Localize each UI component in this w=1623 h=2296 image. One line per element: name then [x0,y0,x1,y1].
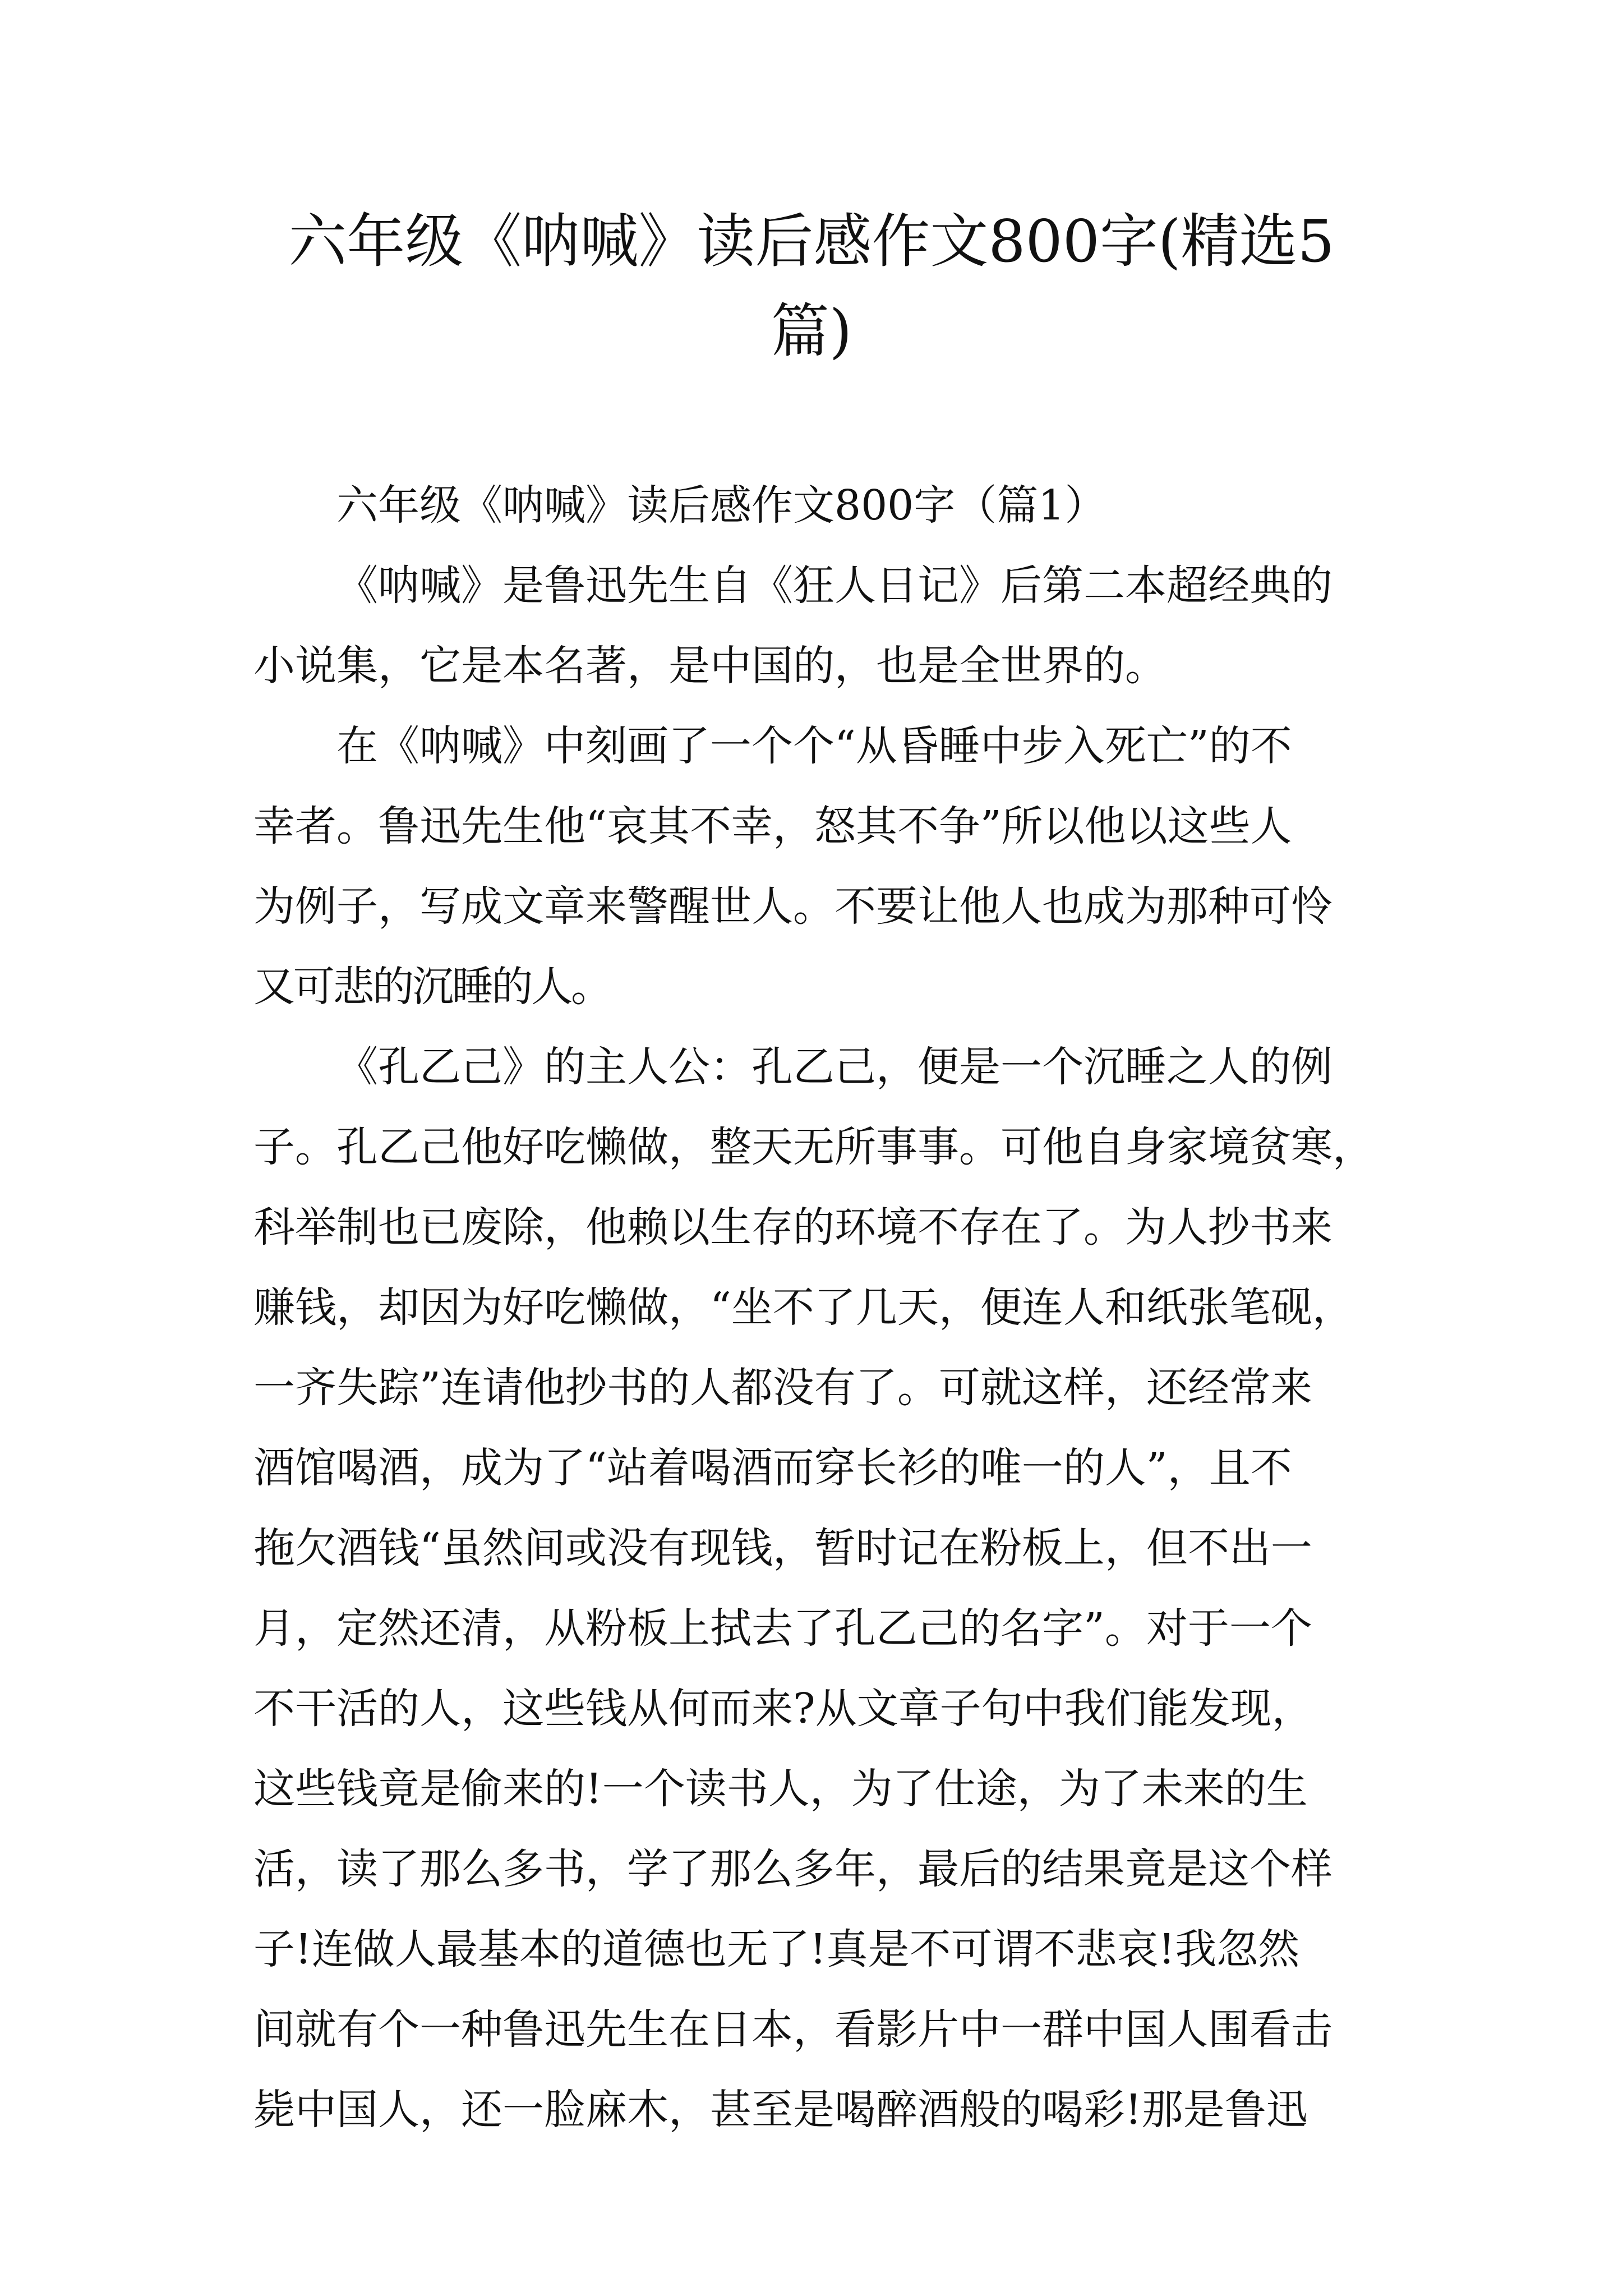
body-line: 《孔乙己》的主人公：孔乙己，便是一个沉睡之人的例 [336,1043,1332,1091]
body-line: 月，定然还清，从粉板上拭去了孔乙己的名字”。对于一个 [253,1604,1312,1653]
body-line: 毙中国人，还一脸麻木，甚至是喝醉酒般的喝彩!那是鲁迅 [253,2086,1308,2134]
body-line: 为例子，写成文章来警醒世人。不要让他人也成为那种可怜 [253,882,1332,931]
body-line: 拖欠酒钱“虽然间或没有现钱，暂时记在粉板上，但不出一 [253,1524,1312,1572]
body-line: 科举制也已废除，他赖以生存的环境不存在了。为人抄书来 [253,1203,1332,1251]
document-title [168,196,1455,376]
body-line: 酒馆喝酒，成为了“站着喝酒而穿长衫的唯一的人”，且不 [253,1444,1292,1492]
body-line: 《呐喊》是鲁迅先生自《狂人日记》后第二本超经典的 [336,562,1332,610]
body-line: 在《呐喊》中刻画了一个个“从昏睡中步入死亡”的不 [336,722,1292,770]
body-line: 幸者。鲁迅先生他“哀其不幸，怒其不争”所以他以这些人 [253,802,1292,850]
body-line: 活，读了那么多书，学了那么多年，最后的结果竟是这个样 [253,1845,1332,1893]
body-line: 又可悲的沉睡的人。 [253,963,611,1011]
body-line: 小说集，它是本名著，是中国的，也是全世界的。 [253,642,1166,690]
title-line-2: 篇) [771,297,852,365]
body-line: 不干活的人，这些钱从何而来?从文章子句中我们能发现， [253,1685,1313,1733]
title-line-1: 六年级《呐喊》读后感作文800字(精选5 [288,207,1335,275]
body-line: 间就有个一种鲁迅先生在日本，看影片中一群中国人围看击 [253,2005,1332,2054]
body-line: 子!连做人最基本的道德也无了!真是不可谓不悲哀!我忽然 [253,1925,1300,1973]
body-line: 赚钱，却因为好吃懒做，“坐不了几天，便连人和纸张笔砚， [253,1283,1354,1332]
body-line: 子。孔乙己他好吃懒做，整天无所事事。可他自身家境贫寒， [253,1123,1374,1171]
body-line: 一齐失踪”连请他抄书的人都没有了。可就这样，还经常来 [253,1364,1312,1412]
body-line: 这些钱竟是偷来的!一个读书人，为了仕途，为了未来的生 [253,1765,1308,1813]
section-heading: 六年级《呐喊》读后感作文800字（篇1） [336,481,1106,530]
